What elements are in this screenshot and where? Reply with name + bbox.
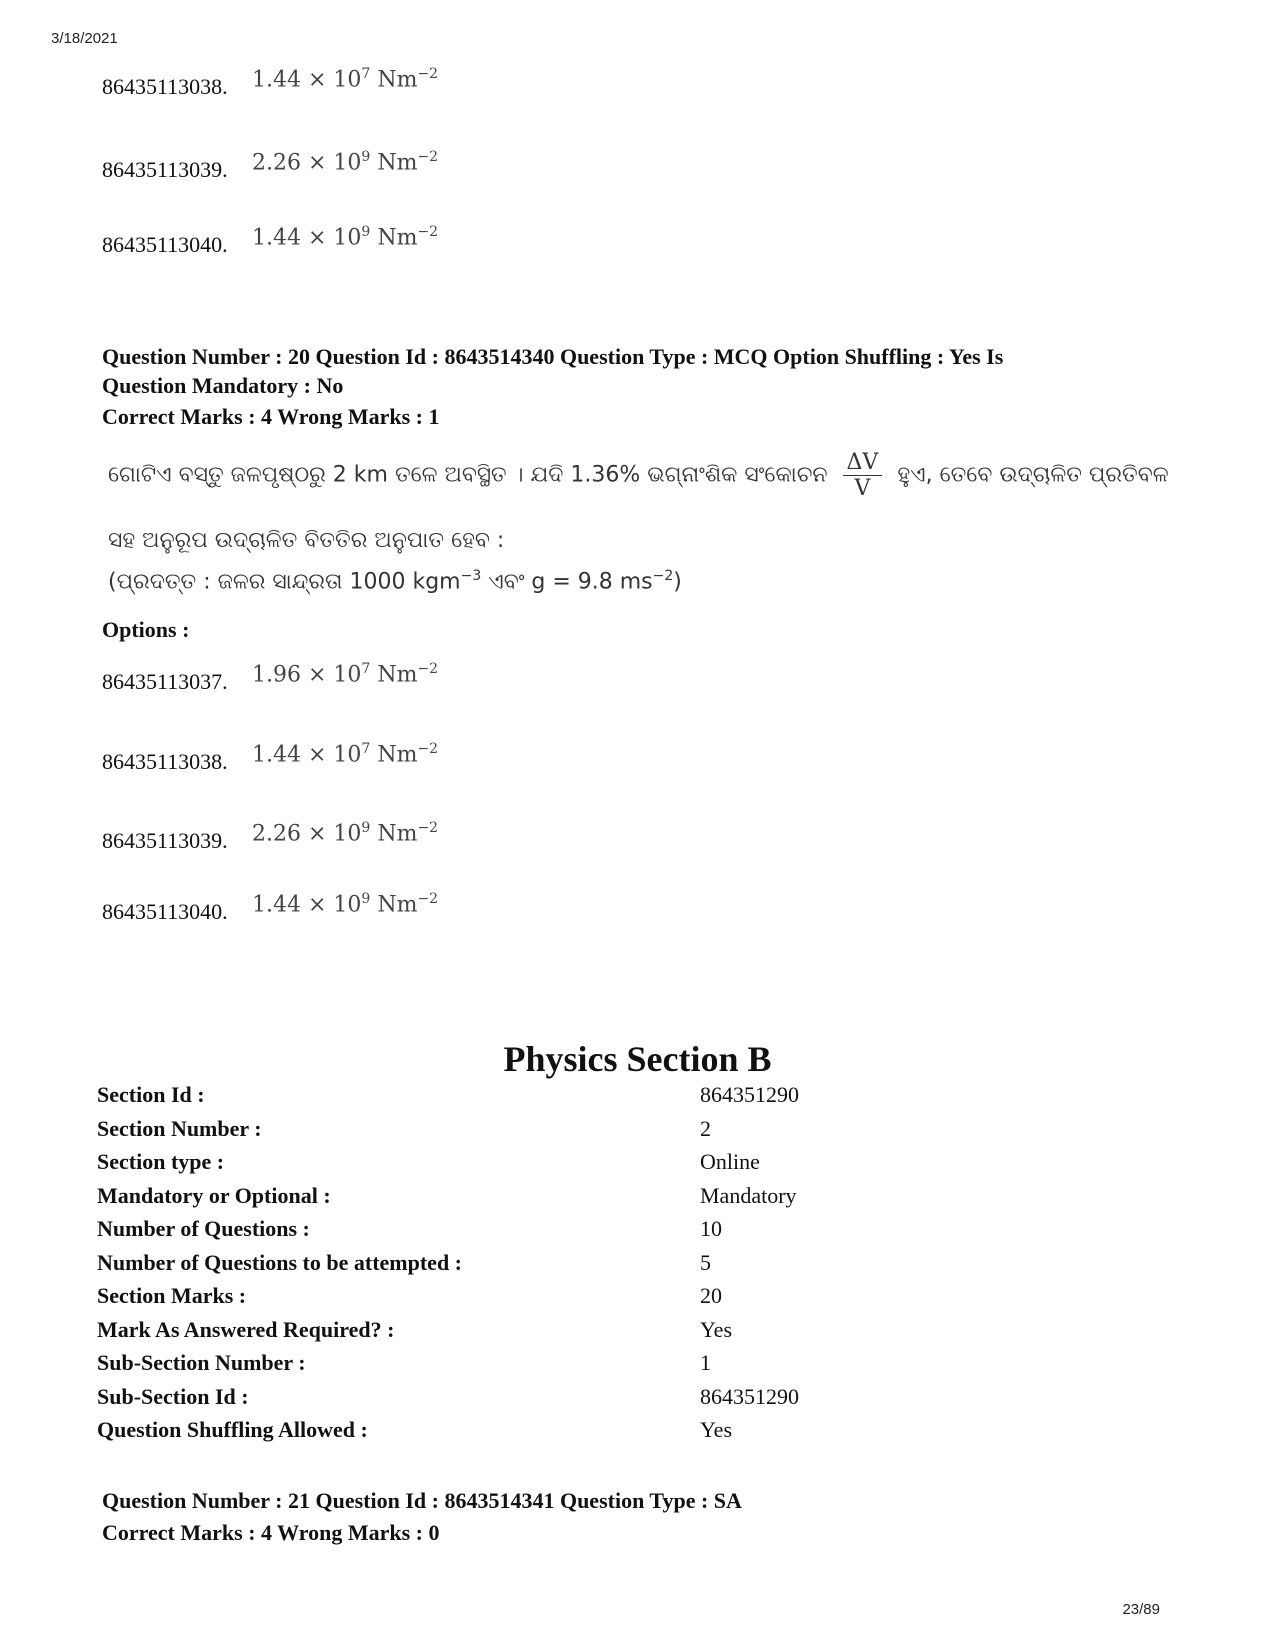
meta-label: Sub-Section Number : [97,1350,306,1375]
meta-label: Section Id : [97,1082,205,1107]
stem-text: ଗୋଟିଏ ବସ୍ତୁ ଜଳପୃଷ୍ଠରୁ 2 km ତଳେ ଅବସ୍ଥିତ । ଯଦି 1.36% ଭଗ୍ନାଂଶିକ ସଂକୋଚନ [108,462,828,488]
meta-label: Mandatory or Optional : [97,1183,331,1208]
meta-value: 864351290 [700,1384,799,1409]
option-id: 86435113037. [102,669,228,694]
question-meta [102,342,1003,400]
question-stem-line [108,450,1169,501]
stem-text: ଏବଂ g = 9.8 ms [481,569,653,595]
section-title: Physics Section B [503,1039,772,1079]
meta-value: Yes [700,1317,733,1342]
question-meta-line: Question Mandatory : No [102,373,344,398]
meta-label: Section Marks : [97,1283,247,1308]
option-id: 86435113038. [102,74,228,99]
options-label: Options : [102,617,190,642]
fraction [843,450,883,501]
exponent: −2 [652,568,674,584]
option-value: $1.44 \times 10^7$ $Nm^{-2}$ [252,740,439,767]
meta-label: Question Shuffling Allowed : [97,1417,368,1442]
section-meta-row [97,1149,997,1183]
section-meta-row [97,1250,997,1284]
meta-label: Sub-Section Id : [97,1384,249,1409]
meta-value: 2 [700,1116,711,1141]
fraction-numerator: ΔV [843,450,883,476]
section-meta-row [97,1417,997,1451]
meta-label: Mark As Answered Required? : [97,1317,395,1342]
meta-label: Number of Questions : [97,1216,310,1241]
exponent: −3 [460,568,482,584]
section-meta-row [97,1283,997,1317]
page-number: 23/89 [1122,1601,1160,1618]
stem-text: ) [673,569,682,595]
section-meta-row [97,1116,997,1150]
meta-value: Yes [700,1417,733,1442]
option-id: 86435113039. [102,828,228,853]
question-meta: Question Number : 21 Question Id : 8643514341 Question Type : SA [102,1488,742,1513]
option-id: 86435113038. [102,749,228,774]
print-date: 3/18/2021 [51,30,118,47]
meta-label: Section Number : [97,1116,262,1141]
meta-label: Section type : [97,1149,225,1174]
option-value: $1.44 \times 10^7$ $Nm^{-2}$ [252,65,439,92]
option-value: $1.96 \times 10^7$ $Nm^{-2}$ [252,660,439,687]
option-id: 86435113040. [102,232,228,257]
section-meta-row [97,1317,997,1351]
option-value: $2.26 \times 10^9$ $Nm^{-2}$ [252,148,439,175]
section-meta-row [97,1183,997,1217]
option-value: $2.26 \times 10^9$ $Nm^{-2}$ [252,819,439,846]
meta-value: 1 [700,1350,711,1375]
meta-value: 20 [700,1283,722,1308]
question-meta-line: Question Number : 20 Question Id : 8643514340 Question Type : MCQ Option Shuffling : Yes Is [102,344,1004,369]
stem-text: ହୁଏ, ତେବେ ଉଦ୍‌ଚାଳିତ ପ୍ରତିବଳ [897,462,1169,488]
meta-label: Number of Questions to be attempted : [97,1250,463,1275]
section-meta-row [97,1082,997,1116]
meta-value: 10 [700,1216,722,1241]
section-meta-row [97,1350,997,1384]
section-meta-row [97,1216,997,1250]
meta-value: 864351290 [700,1082,799,1107]
option-value: $1.44 \times 10^9$ $Nm^{-2}$ [252,890,439,917]
meta-value: Mandatory [700,1183,797,1208]
fraction-denominator: V [854,476,871,501]
option-value: $1.44 \times 10^9$ $Nm^{-2}$ [252,223,439,250]
meta-value: 5 [700,1250,711,1275]
option-id: 86435113040. [102,899,228,924]
question-stem-line: ସହ ଅନୁରୂପ ଉଦ୍‌ଚାଳିତ ବିତତିର ଅନୁପାତ ହେବ : [108,528,505,553]
question-stem-line [108,568,682,594]
question-marks: Correct Marks : 4 Wrong Marks : 1 [102,404,440,429]
section-meta-row [97,1384,997,1418]
question-marks: Correct Marks : 4 Wrong Marks : 0 [102,1520,440,1545]
option-id: 86435113039. [102,157,228,182]
meta-value: Online [700,1149,760,1174]
stem-text: (ପ୍ରଦତ୍ତ : ଜଳର ସାନ୍ଦ୍ରତା 1000 kgm [108,569,461,595]
